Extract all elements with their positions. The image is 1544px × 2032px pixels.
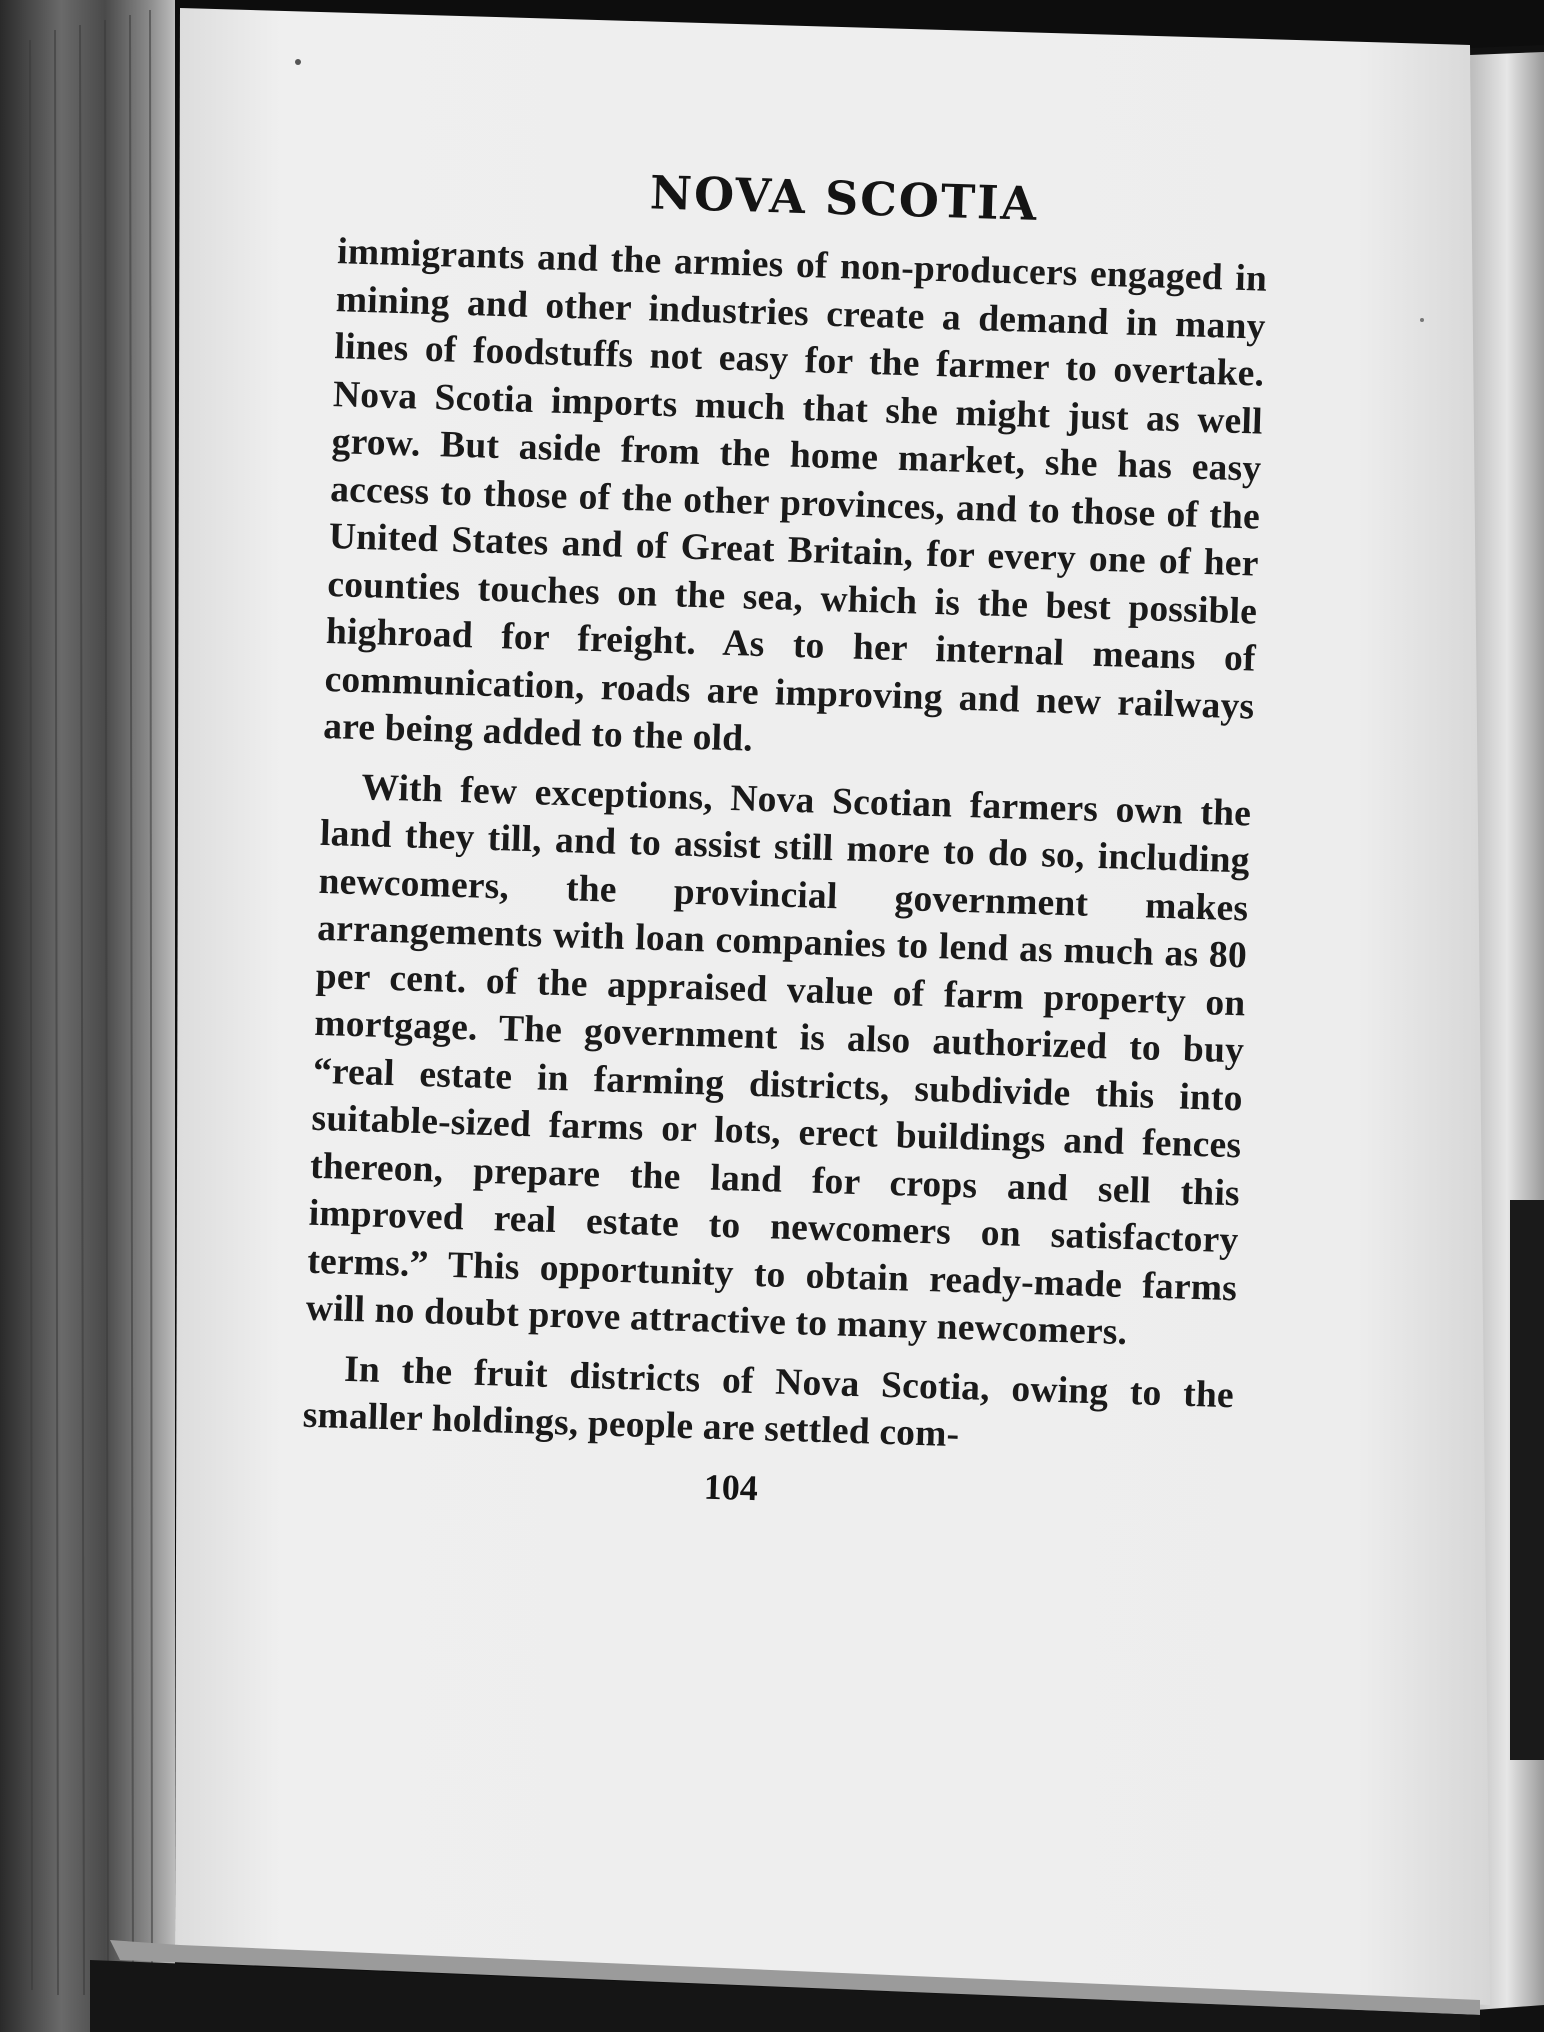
page-number: 104 bbox=[703, 1466, 759, 1508]
page-text-block bbox=[300, 156, 1269, 1523]
paragraph-2: With few exceptions, Nova Scotian farmers own the land they till, and to assist still more to do so, including newcomers, the provincial government makes arrangements with loan companies to lend as much as 80 per cent. of the appraised value of farm property on mortgage. The government is also authorized to buy “real estate in farming districts, subdivide this into suitable-sized farms or lots, erect buildings and fences thereon, prepare the land for crops and sell this improved real estate to newcomers on satisfactory terms.” This opportunity to obtain ready-made farms will no doubt prove attractive to many newcomers. bbox=[305, 766, 1252, 1354]
page-edges-left bbox=[0, 0, 175, 2032]
paragraph-1: immigrants and the armies of non-producers engaged in mining and other industries create a demand in many lines of foodstuffs not easy for the farmer to overtake. Nova Scotia imports much that she might just as well grow. But aside from the home market, she has easy access to those of the other provinces, and to those of the United States and of Great Britain, for every one of her counties touches on the sea, which is the best possible highroad for freight. As to her internal means of communication, roads are improving and new railways are being added to the old. bbox=[322, 231, 1268, 760]
paragraph-3: In the fruit districts of Nova Scotia, owing to the smaller holdings, people are settled com- bbox=[302, 1348, 1235, 1456]
running-head: NOVA SCOTIA bbox=[649, 165, 1040, 231]
